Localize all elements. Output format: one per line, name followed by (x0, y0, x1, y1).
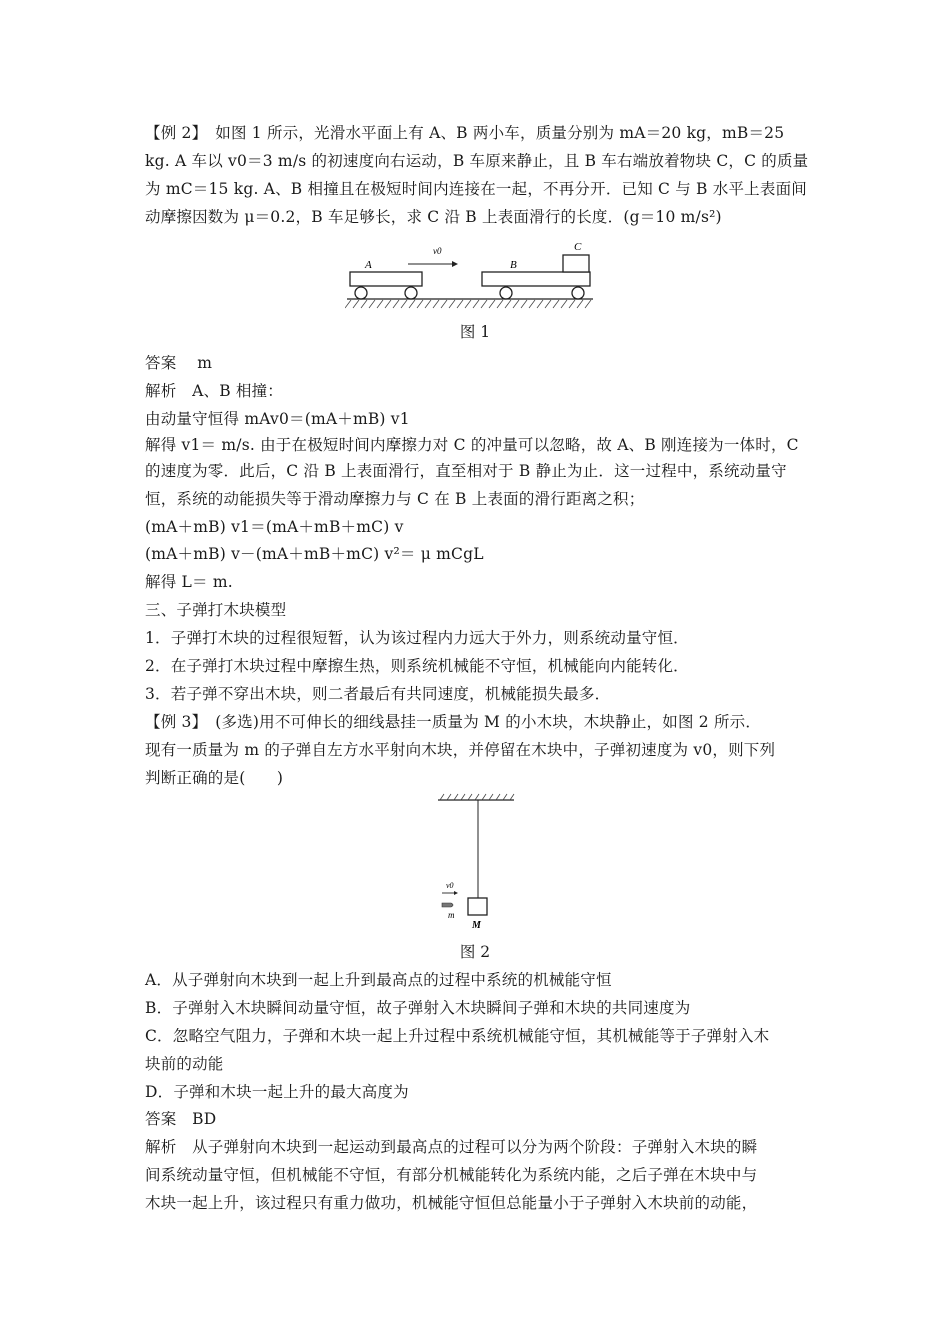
answer-2-line: 答案 BD (145, 1110, 217, 1128)
option-b: B．子弹射入木块瞬间动量守恒，故子弹射入木块瞬间子弹和木块的共同速度为 (145, 999, 691, 1017)
example-2-line-1: 【例 2】 如图 1 所示，光滑水平面上有 A、B 两小车，质量分别为 mA＝20 kg，mB＝25 (145, 124, 785, 142)
option-d: D．子弹和木块一起上升的最大高度为 (145, 1083, 409, 1101)
option-c-line-1: C．忽略空气阻力，子弹和木块一起上升过程中系统机械能守恒，其机械能等于子弹射入木 (145, 1027, 770, 1045)
cart-a-wheel-right (405, 287, 417, 299)
block-mass-label: M (472, 920, 481, 931)
analysis-1-result: 解得 L＝ m. (145, 573, 233, 591)
ground-hatching (345, 300, 591, 308)
figure-2-caption: 图 2 (459, 943, 491, 961)
answer-1-line: 答案 m (145, 354, 213, 372)
analysis-1-line-1: 解析 A、B 相撞： (145, 382, 284, 400)
analysis-1-line-5: 恒，系统的动能损失等于滑动摩擦力与 C 在 B 上表面的滑行距离之积； (145, 490, 645, 508)
block-c (563, 255, 589, 272)
ceiling-hatching (440, 794, 514, 800)
figure-2-v0-label: v0 (446, 881, 454, 890)
figure-1-v0-label: v0 (433, 246, 442, 256)
analysis-1-line-4: 的速度为零．此后，C 沿 B 上表面滑行，直至相对于 B 静止为止．这一过程中，系统动量守 (145, 462, 787, 480)
figure-2-pendulum (430, 792, 525, 932)
cart-b (482, 272, 590, 286)
cart-a (350, 272, 422, 286)
bullet-mass-label: m (448, 910, 455, 920)
cart-b-wheel-right (572, 287, 584, 299)
example-2-line-2: kg. A 车以 v0＝3 m/s 的初速度向右运动，B 车原来静止，且 B 车右端放着物块 C，C 的质量 (145, 152, 809, 170)
section-3-point-2: 2．在子弹打木块过程中摩擦生热，则系统机械能不守恒，机械能向内能转化． (145, 657, 689, 675)
analysis-2-line-3: 木块一起上升，该过程只有重力做功，机械能守恒但总能量小于子弹射入木块前的动能， (145, 1194, 758, 1212)
bullet-velocity-arrowhead (454, 891, 458, 895)
cart-a-label: A (365, 259, 372, 271)
analysis-1-equation-2: (mA＋mB) v－(mA＋mB＋mC) v²＝ μ mCgL (145, 545, 484, 563)
option-c-line-2: 块前的动能 (145, 1055, 224, 1073)
example-2-line-4: 动摩擦因数为 μ＝0.2，B 车足够长，求 C 沿 B 上表面滑行的长度．(g＝10 m/s²) (145, 208, 722, 226)
example-2-line-3: 为 mC＝15 kg. A、B 相撞且在极短时间内连接在一起，不再分开．已知 C 与 B 水平上表面间 (145, 180, 807, 198)
figure-1-carts (345, 238, 595, 316)
cart-a-wheel-left (355, 287, 367, 299)
analysis-1-line-3: 解得 v1＝ m/s. 由于在极短时间内摩擦力对 C 的冲量可以忽略，故 A、B 刚连接为一体时，C (145, 436, 799, 454)
analysis-2-line-1: 解析 从子弹射向木块到一起运动到最高点的过程可以分为两个阶段：子弹射入木块的瞬 (145, 1138, 758, 1156)
section-3-point-1: 1．子弹打木块的过程很短暂，认为该过程内力远大于外力，则系统动量守恒． (145, 629, 689, 647)
analysis-1-equation-1: (mA＋mB) v1＝(mA＋mB＋mC) v (145, 518, 404, 536)
bullet (442, 903, 453, 907)
cart-b-label: B (510, 259, 517, 271)
analysis-2-line-2: 间系统动量守恒，但机械能不守恒，有部分机械能转化为系统内能，之后子弹在木块中与 (145, 1166, 758, 1184)
block-c-label: C (574, 241, 582, 253)
section-3-point-3: 3．若子弹不穿出木块，则二者最后有共同速度，机械能损失最多． (145, 685, 611, 703)
example-3-line-2: 现有一质量为 m 的子弹自左方水平射向木块，并停留在木块中，子弹初速度为 v0，则下列 (145, 741, 776, 759)
cart-b-wheel-left (500, 287, 512, 299)
example-3-line-3: 判断正确的是( ) (145, 769, 284, 787)
section-3-title: 三、子弹打木块模型 (145, 601, 287, 619)
figure-1-caption: 图 1 (459, 323, 491, 341)
example-3-line-1: 【例 3】 (多选)用不可伸长的细线悬挂一质量为 M 的小木块，木块静止，如图 2 所示． (145, 713, 762, 731)
velocity-arrowhead (452, 261, 458, 267)
analysis-1-line-2: 由动量守恒得 mAv0＝(mA＋mB) v1 (145, 410, 410, 428)
option-a: A．从子弹射向木块到一起上升到最高点的过程中系统的机械能守恒 (145, 971, 612, 989)
wood-block (468, 898, 487, 915)
